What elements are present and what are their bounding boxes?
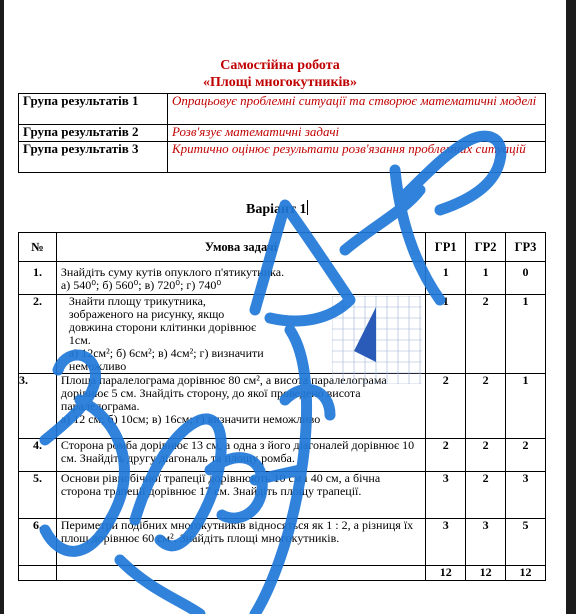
result-group-desc: Опрацьовує проблемні ситуації та створює математичні моделі [168, 94, 546, 125]
table-row [19, 295, 546, 374]
result-group-desc: Критично оцінює результати розв'язання проблемних ситуацій [168, 142, 546, 173]
task-text: Площа паралелограма дорівнює 80 см², а висота паралелограма дорівнює 5 см. Знайдіть сторону, до якої проведено висота паралелограма. [60, 373, 387, 413]
row-g1: 1 [426, 295, 466, 374]
row-g1: 3 [426, 519, 466, 566]
col-header-g1: ГР1 [426, 233, 466, 262]
totals-row [19, 566, 546, 581]
result-group-label: Група результатів 2 [19, 125, 168, 142]
row-num: 3. [19, 374, 57, 439]
row-task [56, 472, 425, 519]
row-g3: 1 [506, 374, 546, 439]
task-text: Периметри подібних многокутників відносяться як 1 : 2, а різниця їх площ дорівнює 60 см². Знайдіть площі многокутників. [60, 518, 414, 545]
task-answers: а) 12 см; б) 10см; в) 16см; г) визначити неможливо [60, 412, 321, 426]
row-g3: 1 [506, 295, 546, 374]
results-row [19, 94, 546, 125]
table-row [19, 374, 546, 439]
col-header-task: Умова задачі [56, 233, 425, 262]
row-num: 6. [19, 519, 57, 566]
variant-heading [246, 200, 308, 218]
task-answers: а) 540⁰; б) 560⁰; в) 720⁰; г) 740⁰ [60, 278, 222, 292]
text-cursor [307, 200, 308, 215]
task-text: Основи рівнобічної трапеції дорівнюють 10 см і 40 см, а бічна сторона трапеції дорівнює 17 см. Знайдіть площу трапеції. [60, 471, 381, 498]
row-num: 4. [19, 439, 57, 472]
row-g3: 2 [506, 439, 546, 472]
grid-lines [332, 296, 422, 384]
col-header-g3: ГР3 [506, 233, 546, 262]
table-row [19, 472, 546, 519]
row-g1: 2 [426, 374, 466, 439]
variant-label: Варіант 1 [246, 202, 307, 217]
row-g2: 2 [466, 295, 506, 374]
row-g1: 1 [426, 262, 466, 295]
totals-blank [19, 566, 57, 581]
tasks-header-row [19, 233, 546, 262]
task-text: Знайти площу трикутника, зображеного на рисунку, якщо довжина сторони клітинки дорівнює 1см. [68, 294, 257, 347]
row-num: 1. [19, 262, 57, 295]
row-g2: 1 [466, 262, 506, 295]
table-row [19, 262, 546, 295]
row-g2: 3 [466, 519, 506, 566]
total-g2: 12 [466, 566, 506, 581]
row-num: 5. [19, 472, 57, 519]
row-g1: 3 [426, 472, 466, 519]
col-header-g2: ГР2 [466, 233, 506, 262]
row-task [56, 262, 425, 295]
results-row [19, 142, 546, 173]
window-edge-left [0, 0, 4, 614]
result-group-label: Група результатів 1 [19, 94, 168, 125]
row-g2: 2 [466, 439, 506, 472]
row-g2: 2 [466, 472, 506, 519]
row-g2: 2 [466, 374, 506, 439]
row-g1: 2 [426, 439, 466, 472]
results-table [18, 93, 546, 173]
page-title: Самостійна робота [220, 58, 340, 73]
task-text: Знайдіть суму кутів опуклого п'ятикутника. [60, 265, 285, 279]
totals-blank [56, 566, 425, 581]
task-text: Сторона ромба дорівнює 13 см, а одна з його діагоналей дорівнює 10 см. Знайдіть другу діагональ та площу ромба. [60, 438, 415, 465]
triangle-grid-figure [332, 296, 422, 384]
row-g3: 5 [506, 519, 546, 566]
total-g3: 12 [506, 566, 546, 581]
row-task [56, 439, 425, 472]
total-g1: 12 [426, 566, 466, 581]
task-answers: а) 12см²; б) 6см²; в) 4см²; г) визначити неможливо [68, 346, 264, 373]
row-num: 2. [19, 295, 57, 374]
result-group-label: Група результатів 3 [19, 142, 168, 173]
result-group-desc: Розв'язує математичні задачі [168, 125, 546, 142]
col-header-num: № [19, 233, 57, 262]
table-row [19, 519, 546, 566]
row-task [56, 519, 425, 566]
tasks-table [18, 232, 546, 581]
row-g3: 3 [506, 472, 546, 519]
results-row [19, 125, 546, 142]
page-subtitle: «Площі многокутників» [203, 75, 357, 90]
row-g3: 0 [506, 262, 546, 295]
window-edge-right [566, 0, 576, 614]
table-row [19, 439, 546, 472]
